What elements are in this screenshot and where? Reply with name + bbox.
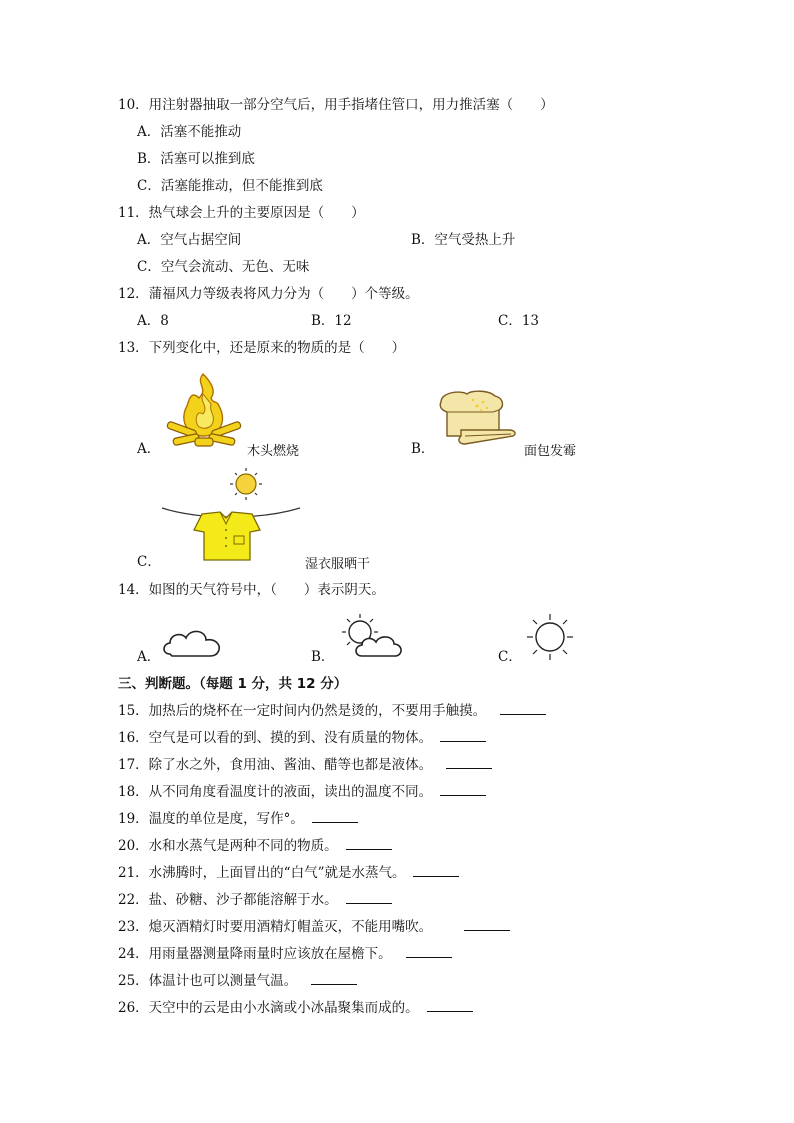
q12-stem: 12．蒲福风力等级表将风力分为（ ）个等级。 [118, 286, 419, 302]
q24: 24．用雨量器测量降雨量时应该放在屋檐下。 [118, 945, 452, 963]
q10-option-c[interactable]: C．活塞能推动，但不能推到底 [137, 178, 323, 194]
drying-shirt-icon [160, 468, 302, 564]
answer-blank-15[interactable] [500, 702, 546, 715]
answer-blank-23[interactable] [464, 918, 510, 931]
answer-blank-21[interactable] [413, 864, 459, 877]
q14-option-c[interactable]: C． [498, 649, 522, 665]
cloudy-icon [160, 624, 224, 660]
q14-stem: 14．如图的天气符号中，（ ）表示阴天。 [118, 582, 385, 598]
q22: 22．盐、砂糖、沙子都能溶解于水。 [118, 891, 392, 909]
q10-option-a[interactable]: A．活塞不能推动 [137, 124, 242, 140]
q17: 17．除了水之外，食用油、酱油、醋等也都是液体。 [118, 756, 492, 774]
q14-option-b[interactable]: B． [311, 649, 335, 665]
q13-option-a[interactable]: A． [137, 441, 161, 457]
answer-blank-17[interactable] [446, 756, 492, 769]
q26: 26．天空中的云是由小水滴或小冰晶聚集而成的。 [118, 999, 473, 1017]
q25: 25．体温计也可以测量气温。 [118, 972, 357, 990]
q13-option-c[interactable]: C． [137, 554, 161, 570]
q13-caption-a: 木头燃烧 [247, 444, 300, 459]
q23: 23．熄灭酒精灯时要用酒精灯帽盖灭，不能用嘴吹。 [118, 918, 510, 936]
q21: 21．水沸腾时，上面冒出的“白气”就是水蒸气。 [118, 864, 459, 882]
answer-blank-24[interactable] [406, 945, 452, 958]
q11-stem: 11．热气球会上升的主要原因是（ ） [118, 205, 365, 221]
q18: 18．从不同角度看温度计的液面，读出的温度不同。 [118, 783, 486, 801]
answer-blank-22[interactable] [346, 891, 392, 904]
section-title-judgment: 三、判断题。（每题 1 分，共 12 分） [118, 676, 348, 692]
q10-stem: 10．用注射器抽取一部分空气后，用手指堵住管口，用力推活塞（ ） [118, 97, 554, 113]
partly-cloudy-icon [338, 612, 404, 662]
q12-option-c[interactable]: C．13 [498, 313, 540, 329]
q11-option-b[interactable]: B．空气受热上升 [411, 232, 516, 248]
q13-caption-c: 湿衣服晒干 [305, 557, 371, 572]
q14-option-a[interactable]: A． [137, 649, 161, 665]
q15: 15．加热后的烧杯在一定时间内仍然是烫的，不要用手触摸。 [118, 702, 546, 720]
q16: 16．空气是可以看的到、摸的到、没有质量的物体。 [118, 729, 486, 747]
q11-option-a[interactable]: A．空气占据空间 [137, 232, 242, 248]
q11-option-c[interactable]: C．空气会流动、无色、无味 [137, 259, 310, 275]
answer-blank-16[interactable] [440, 729, 486, 742]
q10-option-b[interactable]: B．活塞可以推到底 [137, 151, 255, 167]
campfire-icon [165, 370, 243, 450]
answer-blank-25[interactable] [311, 972, 357, 985]
bread-icon [437, 388, 519, 448]
answer-blank-18[interactable] [440, 783, 486, 796]
answer-blank-20[interactable] [346, 837, 392, 850]
answer-blank-19[interactable] [312, 810, 358, 823]
q13-caption-b: 面包发霉 [524, 444, 577, 459]
q19: 19．温度的单位是度，写作°。 [118, 810, 358, 828]
q12-option-a[interactable]: A．8 [137, 313, 169, 329]
q12-option-b[interactable]: B．12 [311, 313, 352, 329]
sunny-icon [524, 612, 576, 662]
q13-option-b[interactable]: B． [411, 441, 435, 457]
q20: 20．水和水蒸气是两种不同的物质。 [118, 837, 392, 855]
answer-blank-26[interactable] [427, 999, 473, 1012]
q13-stem: 13．下列变化中，还是原来的物质的是（ ） [118, 340, 406, 356]
